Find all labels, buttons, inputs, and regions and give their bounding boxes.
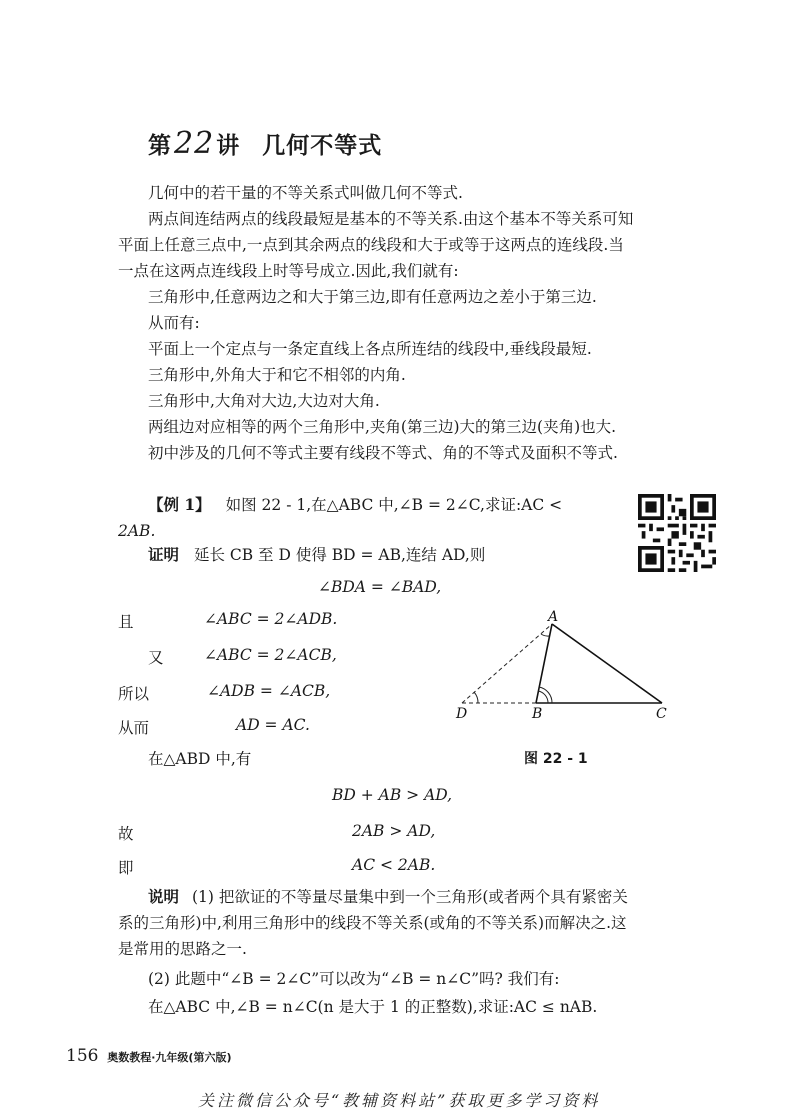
proof-line-1 (148, 544, 485, 566)
word-hence: 故 (118, 825, 134, 843)
word-and: 且 (118, 613, 134, 631)
proof-label: 证明 (148, 545, 180, 564)
segment-ac (552, 624, 662, 703)
note-label: 说明 (148, 887, 180, 906)
note-line-2: 系的三角形)中,利用三角形中的线段不等关系(或角的不等关系)而解决之.这 (118, 914, 627, 932)
figure-triangle (448, 610, 688, 728)
proof-text: 延长 CB 至 D 使得 BD = AB,连结 AD,则 (193, 546, 486, 564)
label-b: B (532, 706, 543, 722)
intro-line-8: 三角形中,外角大于和它不相邻的内角. (148, 366, 406, 384)
intro-line-6: 从而有: (148, 314, 200, 332)
title-suffix: 讲 (216, 132, 241, 159)
lecture-topic: 几何不等式 (262, 132, 383, 159)
figure-caption: 图 22 - 1 (524, 751, 588, 767)
eq-bd-ab-ad: BD + AB > AD, (332, 786, 453, 804)
label-d: D (456, 706, 468, 722)
intro-line-11: 初中涉及的几何不等式主要有线段不等式、角的不等式及面积不等式. (148, 444, 618, 462)
note-line-1 (148, 886, 628, 908)
note-text-1: (1) 把欲证的不等量尽量集中到一个三角形(或者两个具有紧密关 (191, 888, 628, 906)
intro-line-2: 两点间连结两点的线段最短是基本的不等关系.由这个基本不等关系可知 (148, 210, 634, 228)
proof-in-triangle: 在△ABD 中,有 (148, 750, 252, 768)
intro-line-3: 平面上任意三点中,一点到其余两点的线段和大于或等于这两点的连线段.当 (118, 236, 624, 254)
example-label: 【例 1】 (148, 495, 211, 514)
intro-line-10: 两组边对应相等的两个三角形中,夹角(第三边)大的第三边(夹角)也大. (148, 418, 617, 436)
label-a: A (548, 610, 559, 625)
label-c: C (656, 706, 667, 722)
intro-line-1: 几何中的若干量的不等关系式叫做几何不等式. (148, 184, 463, 202)
eq-ac-2ab: AC < 2AB. (352, 856, 436, 874)
page-footer (66, 1046, 231, 1066)
book-title: 奥数教程·九年级(第六版) (107, 1051, 232, 1064)
note-line-3: 是常用的思路之一. (118, 940, 247, 958)
lecture-number: 22 (174, 126, 215, 161)
eq-2ab-ad: 2AB > AD, (352, 822, 436, 840)
eq-angle-bda-bad: ∠BDA = ∠BAD, (318, 578, 442, 596)
title-prefix: 第 (148, 132, 172, 159)
word-also: 又 (148, 649, 164, 667)
qr-code-icon (638, 494, 716, 572)
angle-mark-b-2 (538, 691, 548, 703)
eq-adb-acb: ∠ADB = ∠ACB, (207, 682, 331, 700)
eq-ad-ac: AD = AC. (236, 716, 310, 734)
lecture-title (148, 126, 382, 161)
eq-abc-2acb: ∠ABC = 2∠ACB, (204, 646, 337, 664)
page-number: 156 (66, 1046, 99, 1066)
example-statement: 如图 22 - 1,在△ABC 中,∠B = 2∠C,求证:AC < (225, 496, 563, 514)
angle-mark-a (541, 634, 549, 636)
angle-mark-d (474, 692, 478, 703)
intro-line-7: 平面上一个定点与一条定直线上各点所连结的线段中,垂线段最短. (148, 340, 592, 358)
example-line-1 (148, 494, 562, 516)
eq-abc-2adb: ∠ABC = 2∠ADB. (204, 610, 338, 628)
intro-line-4: 一点在这两点连线段上时等号成立.因此,我们就有: (118, 262, 459, 280)
note-line-5: 在△ABC 中,∠B = n∠C(n 是大于 1 的正整数),求证:AC ≤ nAB. (148, 998, 598, 1016)
word-thus: 从而 (118, 719, 150, 737)
watermark-text: 关注微信公众号“教辅资料站”获取更多学习资料 (198, 1091, 601, 1110)
intro-line-9: 三角形中,大角对大边,大边对大角. (148, 392, 380, 410)
example-line-2: 2AB. (118, 522, 156, 540)
word-ie: 即 (118, 859, 134, 877)
note-line-4: (2) 此题中“∠B = 2∠C”可以改为“∠B = n∠C”吗? 我们有: (148, 970, 560, 988)
intro-line-5: 三角形中,任意两边之和大于第三边,即有任意两边之差小于第三边. (148, 288, 597, 306)
word-therefore: 所以 (118, 685, 150, 703)
